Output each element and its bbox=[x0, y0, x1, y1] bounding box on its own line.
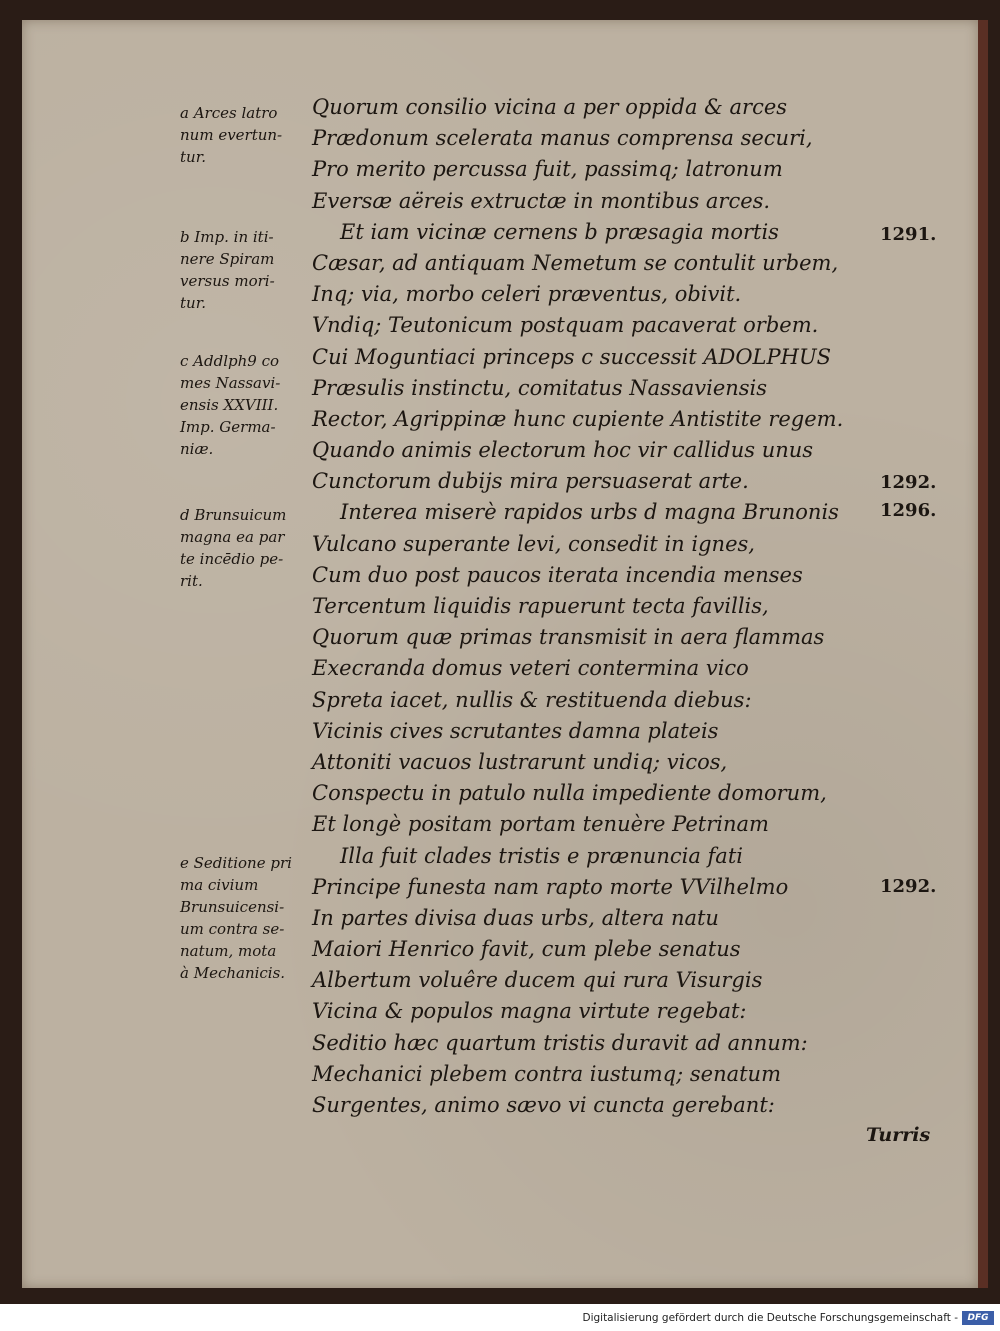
margin-note-line: versus mori- bbox=[180, 272, 275, 290]
year-note-1292-b: 1292. bbox=[880, 876, 937, 897]
margin-note-line: c Addlph9 co bbox=[180, 352, 280, 370]
verse-line: In partes divisa duas urbs, altera natu bbox=[312, 905, 719, 930]
verse-line: Vicinis cives scrutantes damna plateis bbox=[312, 718, 719, 743]
verse-line: Eversæ aëreis extructæ in montibus arces. bbox=[312, 188, 771, 213]
verse-line: Spreta iacet, nullis & restituenda diebus: bbox=[312, 687, 752, 712]
margin-note-line: à Mechanicis. bbox=[180, 964, 286, 982]
verse-line: Execranda domus veteri contermina vico bbox=[312, 656, 749, 681]
verse-line: Surgentes, animo sævo vi cuncta gerebant: bbox=[312, 1093, 775, 1117]
margin-note-line: b Imp. in iti- bbox=[180, 228, 274, 246]
verse-line: Quorum quæ primas transmisit in aera flammas bbox=[312, 625, 825, 650]
footer-credit: Digitalisierung gefördert durch die Deutsche Forschungsgemeinschaft - bbox=[582, 1312, 958, 1324]
margin-note-e bbox=[180, 852, 292, 984]
verse-line: Tercentum liquidis rapuerunt tecta favillis, bbox=[312, 594, 769, 618]
verse-line: Seditio hæc quartum tristis duravit ad annum: bbox=[312, 1030, 808, 1055]
margin-note-line: a Arces latro bbox=[180, 104, 278, 122]
verse-line: Mechanici plebem contra iustumq; senatum bbox=[312, 1061, 781, 1086]
margin-note-line: d Brunsuicum bbox=[180, 506, 287, 524]
footer bbox=[0, 1304, 1000, 1331]
verse-line: Quorum consilio vicina a per oppida & arces bbox=[312, 95, 788, 119]
margin-note-line: Imp. Germa- bbox=[180, 418, 276, 436]
margin-note-line: niæ. bbox=[180, 440, 214, 458]
verse-line: Principe funesta nam rapto morte VVilhelmo bbox=[312, 874, 789, 899]
verse-line: Interea miserè rapidos urbs d magna Brunonis bbox=[340, 500, 839, 525]
verse-line: Cunctorum dubijs mira persuaserat arte. bbox=[312, 469, 749, 494]
verse-line: Vulcano superante levi, consedit in ignes, bbox=[312, 531, 755, 556]
verse-line: Vndiq; Teutonicum postquam pacaverat orbem. bbox=[312, 313, 819, 338]
margin-note-line: um contra se- bbox=[180, 920, 285, 938]
verse-line: Cui Moguntiaci princeps c successit ADOLPHUS bbox=[312, 344, 832, 369]
margin-note-line: tur. bbox=[180, 294, 206, 312]
verse-line: Pro merito percussa fuit, passimq; latronum bbox=[312, 157, 783, 182]
verse-line: Vicina & populos magna virtute regebat: bbox=[312, 999, 747, 1024]
margin-note-a bbox=[180, 102, 282, 168]
margin-note-line: tur. bbox=[180, 148, 206, 166]
margin-note-line: magna ea par bbox=[180, 528, 285, 546]
margin-note-b bbox=[180, 226, 275, 314]
margin-note-line: natum, mota bbox=[180, 942, 277, 960]
margin-note-line: num evertun- bbox=[180, 126, 283, 144]
year-note-1292: 1292. bbox=[880, 472, 937, 493]
verse-line: Prædonum scelerata manus comprensa securi, bbox=[312, 126, 813, 151]
verse-line: Attoniti vacuos lustrarunt undiq; vicos, bbox=[312, 749, 728, 774]
margin-note-line: mes Nassavi- bbox=[180, 374, 281, 392]
verse-line: Et longè positam portam tenuère Petrinam bbox=[312, 812, 769, 837]
verse-line: Quando animis electorum hoc vir callidus unus bbox=[312, 438, 814, 463]
margin-note-d bbox=[180, 504, 286, 592]
year-note-1291: 1291. bbox=[880, 224, 937, 245]
margin-note-line: ensis XXVIII. bbox=[180, 396, 279, 414]
margin-note-line: te incēdio pe- bbox=[180, 550, 284, 568]
catchword: Turris bbox=[866, 1124, 931, 1146]
verse-line: Albertum voluêre ducem qui rura Visurgis bbox=[312, 968, 763, 993]
year-note-1296: 1296. bbox=[880, 500, 937, 521]
verse-line: Præsulis instinctu, comitatus Nassaviensis bbox=[312, 375, 768, 400]
verse-line: Maiori Henrico favit, cum plebe senatus bbox=[312, 937, 741, 962]
margin-note-line: ma civium bbox=[180, 876, 259, 894]
verse-line: Cæsar, ad antiquam Nemetum se contulit urbem, bbox=[312, 250, 839, 275]
margin-note-line: Brunsuicensi- bbox=[180, 898, 285, 916]
verse-line: Conspectu in patulo nulla impediente domorum, bbox=[312, 781, 827, 806]
dfg-logo[interactable]: DFG bbox=[962, 1311, 994, 1325]
margin-note-line: nere Spiram bbox=[180, 250, 275, 268]
verse-line: Inq; via, morbo celeri præventus, obivit. bbox=[312, 282, 742, 307]
verse-line: Et iam vicinæ cernens b præsagia mortis bbox=[340, 219, 779, 244]
margin-note-c bbox=[180, 350, 280, 460]
margin-note-line: e Seditione pri bbox=[180, 854, 292, 872]
verse-block bbox=[312, 92, 843, 1121]
verse-line: Cum duo post paucos iterata incendia menses bbox=[312, 562, 803, 587]
verse-line: Illa fuit clades tristis e prænuncia fati bbox=[340, 843, 743, 868]
page-edge bbox=[978, 20, 988, 1288]
verse-line: Rector, Agrippinæ hunc cupiente Antistite regem. bbox=[312, 406, 844, 431]
margin-note-line: rit. bbox=[180, 572, 203, 590]
